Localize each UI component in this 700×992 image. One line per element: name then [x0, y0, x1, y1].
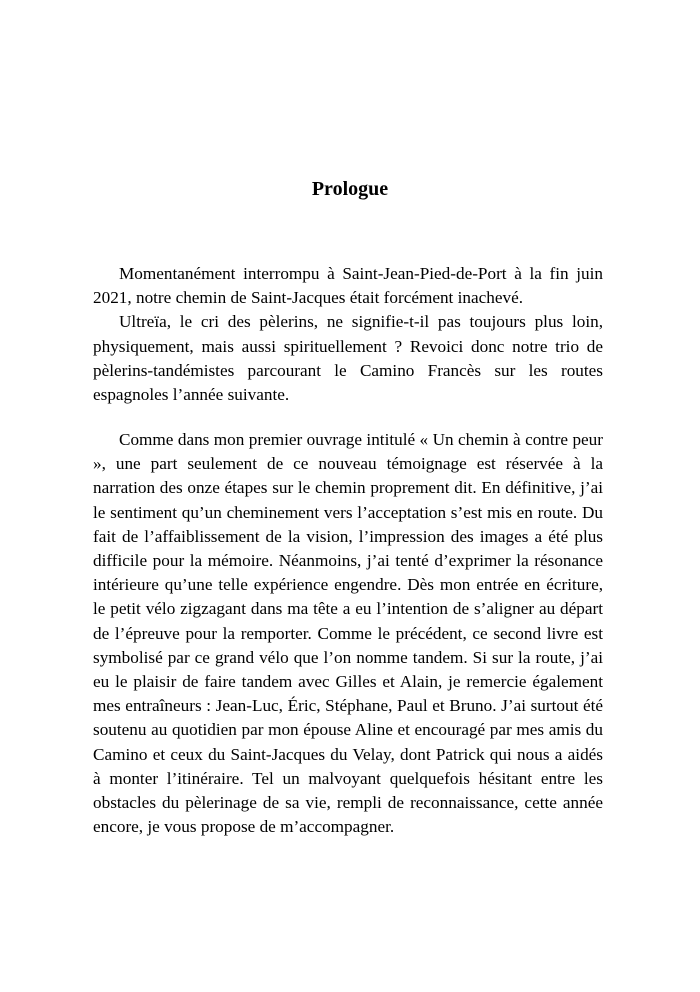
paragraph-1: Momentanément interrompu à Saint-Jean-Pied-de-Port à la fin juin 2021, notre chemin de Saint-Jacques était forcément inachevé.: [93, 264, 603, 308]
intro-section: [93, 262, 603, 407]
paragraph-3: Comme dans mon premier ouvrage intitulé « Un chemin à contre peur », une part seulement de ce nouveau témoignage est réservée à la narration des onze étapes sur le chemin proprement dit. En définitive, j’ai le sentiment qu’un cheminement vers l’acceptation s’est mis en route. Du fait de l’affaiblissement de la vision, l’impression des images a été plus difficile pour la mémoire. Néanmoins, j’ai tenté d’exprimer la résonance intérieure qu’une telle expérience engendre. Dès mon entrée en écriture, le petit vélo zigzagant dans ma tête a eu l’intention de s’aligner au départ de l’épreuve pour la remporter. Comme le précédent, ce second livre est symbolisé par ce grand vélo que l’on nomme tandem. Si sur la route, j’ai eu le plaisir de faire tandem avec Gilles et Alain, je remercie également mes entraîneurs : Jean-Luc, Éric, Stéphane, Paul et Bruno. J’ai surtout été soutenu au quotidien par mon épouse Aline et encouragé par mes amis du Camino et ceux du Saint-Jacques du Velay, dont Patrick qui nous a aidés à monter l’itinéraire. Tel un malvoyant quelquefois hésitant entre les obstacles du pèlerinage de sa vie, rempli de reconnaissance, cette année encore, je vous propose de m’accompagner.: [93, 430, 603, 837]
paragraph-2: Ultreïa, le cri des pèlerins, ne signifie-t-il pas toujours plus loin, physiquement, mais aussi spirituellement ? Revoici donc notre trio de pèlerins-tandémistes parcourant le Camino Francès sur les routes espagnoles l’année suivante.: [93, 312, 603, 405]
page-title: Prologue: [311, 178, 389, 200]
main-section: [93, 428, 603, 839]
